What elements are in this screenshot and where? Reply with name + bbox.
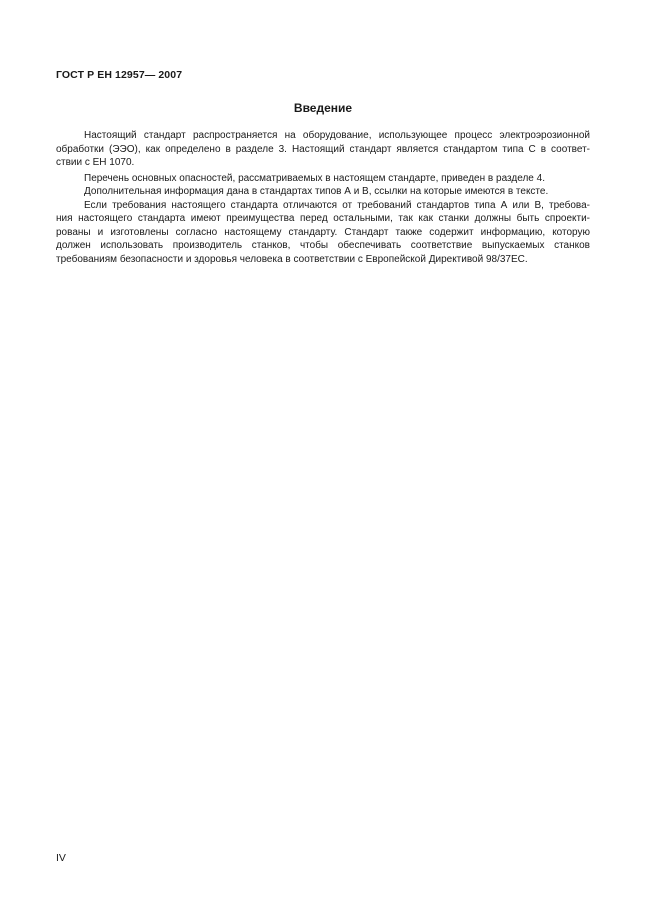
text-line: Настоящий стандарт распространяется на оборудование, использующее процесс электроэрозионной	[84, 130, 590, 141]
text-line: требованиям безопасности и здоровья человека в соответствии с Европейской Директивой 98/37ЕС.	[56, 253, 528, 265]
text-line: рованы и изготовлены согласно настоящему стандарту. Стандарт также содержит информацию, которую	[56, 226, 590, 238]
text-line: обработки (ЭЭО), как определено в разделе 3. Настоящий стандарт является стандартом типа С в соответ-	[56, 143, 590, 155]
text-line: Дополнительная информация дана в стандартах типов А и В, ссылки на которые имеются в тексте.	[84, 186, 549, 197]
paragraph-scope	[56, 129, 590, 170]
text-line: ствии с ЕН 1070.	[56, 157, 135, 168]
document-code: ГОСТ Р ЕН 12957— 2007	[56, 69, 183, 81]
paragraph-hazards	[56, 172, 590, 186]
paragraph-additional-info	[56, 185, 590, 199]
introduction-body	[56, 129, 590, 266]
text-line: должен использовать производитель станков, чтобы обеспечивать соответствие выпускаемых станков	[56, 240, 590, 251]
text-line: Перечень основных опасностей, рассматриваемых в настоящем стандарте, приведен в разделе 4.	[84, 172, 545, 184]
page-number: IV	[56, 852, 66, 864]
text-line: ния настоящего стандарта имеют преимущества перед остальными, так как станки должны быть спроекти-	[56, 213, 590, 224]
section-title: Введение	[293, 101, 353, 115]
paragraph-requirements	[56, 199, 590, 267]
text-line: Если требования настоящего стандарта отличаются от требований стандартов типа А или В, требова-	[84, 199, 590, 211]
